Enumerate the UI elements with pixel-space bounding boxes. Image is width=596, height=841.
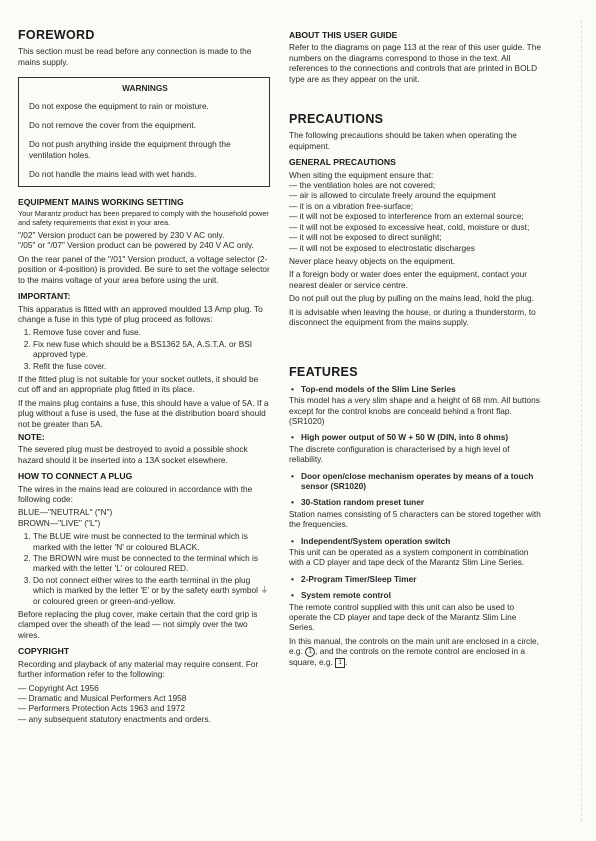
feature-heading: • 30-Station random preset tuner bbox=[289, 497, 543, 507]
general-item: — it is on a vibration free-surface; bbox=[289, 200, 414, 211]
foreword-title: FOREWORD bbox=[18, 28, 95, 42]
precautions-text: The following precautions should be taken when operating the equipment. bbox=[289, 130, 517, 151]
note-title: NOTE: bbox=[18, 431, 45, 442]
general-precautions-title: GENERAL PRECAUTIONS bbox=[289, 157, 396, 168]
square-control-example: 1 bbox=[335, 658, 345, 668]
page-edge-rule bbox=[581, 20, 582, 821]
equipment-version: "/05" or "/07" Version product can be powered by 240 V AC only. bbox=[18, 240, 254, 251]
warning-item: Do not push anything inside the equipment through the ventilation holes. bbox=[29, 139, 231, 160]
connect-outro: Before replacing the plug cover, make certain that the cord grip is clamped over the sheath of the lead — not simply over the two wires. bbox=[18, 609, 258, 640]
important-intro: This apparatus is fitted with an approved moulded 13 Amp plug. To change a fuse in this type of plug proceed as follows: bbox=[18, 303, 263, 324]
wire-code: BROWN—"LIVE" ("L") bbox=[18, 517, 101, 528]
connect-steps bbox=[18, 531, 270, 606]
copyright-item: — Performers Protection Acts 1963 and 1972 bbox=[18, 703, 185, 714]
manual-convention bbox=[289, 636, 543, 668]
fuse-step: 2. Fix new fuse which should be a BS1362 5A, A.S.T.A. or BSI approved type. bbox=[33, 339, 270, 360]
general-item: — it will not be exposed to interference from an external source; bbox=[289, 211, 524, 222]
general-item: — the ventilation holes are not covered; bbox=[289, 180, 436, 191]
general-p2: If a foreign body or water does enter the equipment, contact your nearest dealer or service centre. bbox=[289, 269, 527, 290]
copyright-item: — Copyright Act 1956 bbox=[18, 682, 99, 693]
equipment-rear-panel: On the rear panel of the "/01" Version product, a voltage selector (2-position or 4-position) is provided. Be sure to set the voltage selector to the mains voltage of your area before using the unit. bbox=[18, 253, 270, 285]
feature-text: This model has a very slim shape and a height of 68 mm. All buttons except for the control knobs are conceald behind a front flap. (SR1020) bbox=[289, 395, 540, 426]
feature-heading: • High power output of 50 W + 50 W (DIN, into 8 ohms) bbox=[289, 432, 543, 442]
manual-text-a: In this manual, the controls on the main unit are enclosed in a circle, e.g. bbox=[289, 635, 539, 657]
feature-text: This unit can be operated as a system component in combination with a CD player and tape deck of the Marantz Slim Line Series. bbox=[289, 547, 529, 568]
wire-code: BLUE—"NEUTRAL" ("N") bbox=[18, 507, 113, 518]
warning-item: Do not handle the mains lead with wet hands. bbox=[29, 169, 197, 180]
right-column bbox=[289, 30, 543, 671]
general-item: — it will not be exposed to direct sunlight; bbox=[289, 232, 442, 243]
left-column bbox=[18, 30, 270, 727]
note-text: The severed plug must be destroyed to avoid a possible shock hazard should it be inserted into a 13A socket elsewhere. bbox=[18, 444, 248, 465]
circle-control-example: 1 bbox=[305, 647, 315, 657]
feature-heading: • Top-end models of the Slim Line Series bbox=[289, 384, 543, 394]
connect-title: HOW TO CONNECT A PLUG bbox=[18, 471, 133, 482]
general-p4: It is advisable when leaving the house, or during a thunderstorm, to disconnect the equipment from the mains supply. bbox=[289, 306, 536, 327]
fuse-step: 3. Refit the fuse cover. bbox=[33, 361, 270, 371]
connect-step: 2. The BROWN wire must be connected to the terminal which is marked with the letter 'L' or coloured RED. bbox=[33, 553, 270, 574]
general-list bbox=[289, 180, 543, 253]
important-title: IMPORTANT: bbox=[18, 291, 71, 302]
feature-heading: • 2-Program Timer/Sleep Timer bbox=[289, 574, 543, 584]
fuse-step: 1. Remove fuse cover and fuse. bbox=[33, 327, 270, 337]
feature-heading: • System remote control bbox=[289, 590, 543, 600]
feature-heading: • Independent/System operation switch bbox=[289, 536, 543, 546]
precautions-title: PRECAUTIONS bbox=[289, 112, 384, 127]
equipment-version: "/02" Version product can be powered by 230 V AC only. bbox=[18, 230, 225, 241]
general-intro: When siting the equipment ensure that: bbox=[289, 169, 434, 180]
feature-text: The remote control supplied with this unit can also be used to operate the CD player and tape deck of the Marantz Slim Line Series. bbox=[289, 601, 517, 633]
fuse-steps bbox=[18, 327, 270, 371]
features-title: FEATURES bbox=[289, 365, 358, 380]
general-p3: Do not pull out the plug by pulling on the mains lead, hold the plug. bbox=[289, 293, 534, 304]
warnings-title: WARNINGS bbox=[122, 83, 168, 94]
general-p1: Never place heavy objects on the equipment. bbox=[289, 255, 456, 266]
warning-item: Do not remove the cover from the equipment. bbox=[29, 120, 196, 131]
connect-step: 3. Do not connect either wires to the earth terminal in the plug which is marked by the letter 'E' or by the safety earth symbol ⏚ or coloured green or green-and-yellow. bbox=[33, 575, 270, 606]
equipment-small-text: Your Marantz product has been prepared to comply with the household power and safety requirements that exist in your area. bbox=[18, 209, 269, 228]
about-title: ABOUT THIS USER GUIDE bbox=[289, 30, 398, 40]
general-item: — it will not be exposed to electrostatic discharges bbox=[289, 242, 475, 253]
about-text: Refer to the diagrams on page 113 at the rear of this user guide. The numbers on the diagrams correspond to those in the text. All references to the connections and controls that are printed in BOLD type are as they appear on the unit. bbox=[289, 42, 541, 84]
manual-text-b: , and the controls on the remote control are enclosed in a square, e.g. bbox=[289, 646, 526, 668]
connect-step: 1. The BLUE wire must be connected to the terminal which is marked with the letter 'N' or coloured BLACK. bbox=[33, 531, 270, 552]
copyright-intro: Recording and playback of any material may require consent. For further information refer to the following: bbox=[18, 658, 259, 680]
warning-item: Do not expose the equipment to rain or moisture. bbox=[29, 100, 209, 111]
general-item: — air is allowed to circulate freely around the equipment bbox=[289, 190, 496, 201]
equipment-title: EQUIPMENT MAINS WORKING SETTING bbox=[18, 196, 184, 207]
connect-intro: The wires in the mains lead are coloured in accordance with the following code: bbox=[18, 483, 253, 504]
feature-text: The discrete configuration is characterised by a high level of reliability. bbox=[289, 443, 510, 465]
general-item: — it will not be exposed to excessive heat, cold, moisture or dust; bbox=[289, 221, 530, 232]
foreword-text: This section must be read before any connection is made to the mains supply. bbox=[18, 46, 252, 67]
copyright-item: — Dramatic and Musical Performers Act 1958 bbox=[18, 692, 187, 703]
important-p2: If the mains plug contains a fuse, this should have a value of 5A. If a plug without a fuse is used, the fuse at the distribution board should not be greater than 5A. bbox=[18, 397, 269, 429]
feature-heading: • Door open/close mechanism operates by means of a touch sensor (SR1020) bbox=[289, 471, 543, 492]
warnings-box bbox=[18, 77, 270, 186]
copyright-list bbox=[18, 683, 270, 725]
feature-text: Station names consisting of 5 characters can be stored together with the frequencies. bbox=[289, 508, 541, 530]
copyright-item: — any subsequent statutory enactments and orders. bbox=[18, 713, 211, 724]
important-p1: If the fitted plug is not suitable for your socket outlets, it should be cut off and an appropriate plug fitted in its place. bbox=[18, 373, 259, 395]
manual-text-c: . bbox=[345, 657, 348, 668]
copyright-title: COPYRIGHT bbox=[18, 646, 70, 657]
